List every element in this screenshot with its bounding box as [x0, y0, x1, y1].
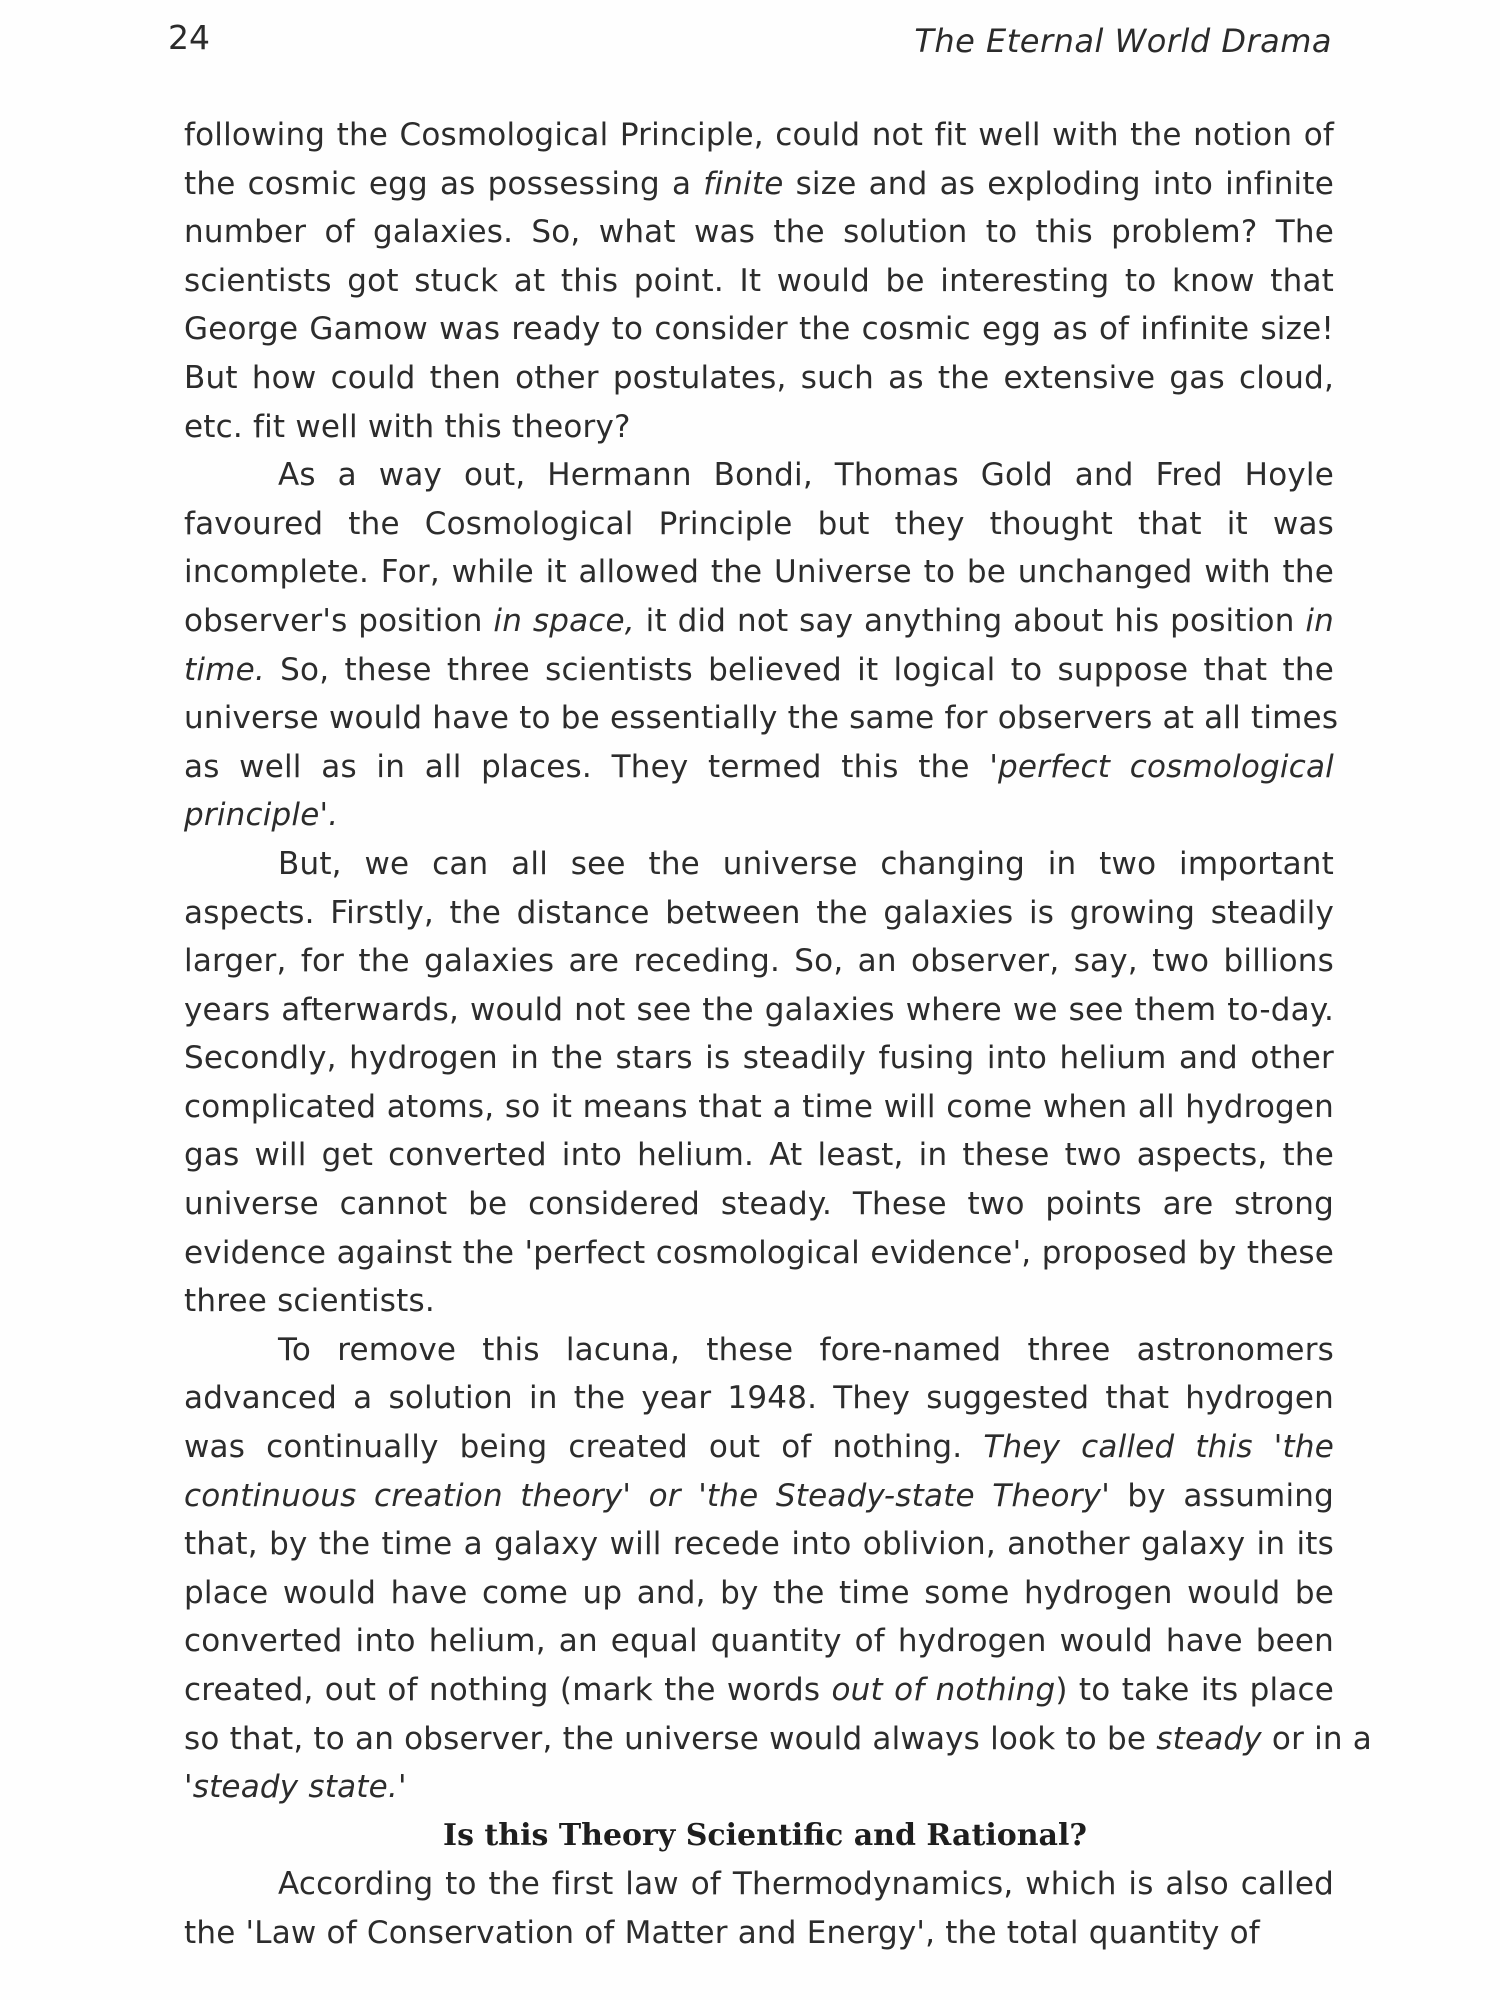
text-span: But, we can all see the universe changing in two important — [278, 845, 1334, 882]
text-line — [184, 1569, 1334, 1618]
text-span: or in a — [1261, 1720, 1372, 1757]
text-span: was continually being created out of nothing. — [184, 1429, 984, 1466]
text-span: advanced a solution in the year 1948. They suggested that hydrogen — [184, 1380, 1334, 1417]
text-line — [184, 743, 1334, 792]
text-span: George Gamow was ready to consider the cosmic egg as of infinite size! — [184, 311, 1334, 348]
text-span: favoured the Cosmological Principle but they thought that it was — [184, 505, 1334, 542]
paragraph — [184, 111, 1334, 451]
text-span: complicated atoms, so it means that a time will come when all hydrogen — [184, 1088, 1334, 1125]
text-line — [184, 889, 1334, 938]
text-span: aspects. Firstly, the distance between the galaxies is growing steadily — [184, 894, 1334, 931]
text-span: gas will get converted into helium. At least, in these two aspects, the — [184, 1137, 1334, 1174]
text-span: etc. fit well with this theory? — [184, 408, 631, 445]
text-span: But how could then other postulates, such as the extensive gas cloud, — [184, 359, 1334, 396]
italic-text: They called this 'the — [983, 1429, 1334, 1466]
italic-text: continuous creation theory' or 'the Steady-state Theory' — [184, 1477, 1110, 1514]
page-body — [184, 111, 1372, 1958]
italic-text: time. — [184, 651, 265, 688]
text-span: place would have come up and, by the time some hydrogen would be — [184, 1574, 1334, 1611]
text-span: number of galaxies. So, what was the solution to this problem? The — [184, 214, 1334, 251]
paragraph — [184, 840, 1334, 1326]
text-line — [184, 403, 1334, 452]
text-line — [184, 1083, 1334, 1132]
text-span: converted into helium, an equal quantity of hydrogen would have been — [184, 1623, 1334, 1660]
text-span: incomplete. For, while it allowed the Universe to be unchanged with the — [184, 554, 1334, 591]
text-line — [184, 500, 1334, 549]
text-line — [184, 646, 1334, 695]
text-span: created, out of nothing (mark the words — [184, 1672, 832, 1708]
text-line — [184, 1763, 1334, 1812]
text-span: that, by the time a galaxy will recede into oblivion, another galaxy in its — [184, 1526, 1334, 1563]
text-span: Secondly, hydrogen in the stars is steadily fusing into helium and other — [184, 1040, 1334, 1077]
text-line — [184, 305, 1334, 354]
italic-text: in — [1305, 602, 1335, 639]
text-span: According to the first law of Thermodynamics, which is also called — [278, 1866, 1334, 1903]
text-line — [184, 354, 1334, 403]
text-span: universe would have to be essentially the same for observers at all times — [184, 700, 1339, 737]
text-line — [184, 1277, 1334, 1326]
text-span: evidence against the 'perfect cosmological evidence', proposed by these — [184, 1234, 1334, 1271]
text-span: So, these three scientists believed it logical to suppose that the — [264, 651, 1334, 688]
text-span: the 'Law of Conservation of Matter and Energy', the total quantity of — [184, 1914, 1260, 1951]
text-line — [184, 451, 1334, 500]
text-line — [184, 111, 1334, 160]
text-line — [184, 1666, 1334, 1715]
text-line — [184, 1715, 1372, 1764]
text-line — [184, 1326, 1334, 1375]
final-paragraph — [184, 1860, 1334, 1957]
text-line — [184, 208, 1334, 257]
text-span: so that, to an observer, the universe would always look to be — [184, 1720, 1157, 1757]
italic-text: 'steady state.' — [184, 1769, 407, 1806]
paragraph — [184, 1860, 1334, 1957]
italic-text: finite — [703, 165, 784, 202]
text-span: size and as exploding into infinite — [783, 165, 1334, 202]
text-span: universe cannot be considered steady. These two points are strong — [184, 1186, 1334, 1223]
text-line — [184, 840, 1334, 889]
italic-text: 'perfect cosmological — [989, 748, 1334, 785]
italic-text: principle'. — [184, 797, 339, 834]
page-number: 24 — [168, 18, 210, 57]
section-heading: Is this Theory Scientific and Rational? — [443, 1817, 1087, 1853]
text-line — [184, 1034, 1334, 1083]
text-line — [184, 1472, 1334, 1521]
text-line — [184, 1180, 1334, 1229]
text-line — [184, 937, 1334, 986]
text-line — [184, 1131, 1334, 1180]
text-line — [184, 160, 1334, 209]
text-line — [184, 791, 1334, 840]
text-line — [184, 548, 1334, 597]
paragraph — [184, 451, 1339, 840]
text-line — [184, 1423, 1334, 1472]
running-title: The Eternal World Drama — [914, 22, 1332, 60]
text-line — [184, 986, 1334, 1035]
text-line — [184, 1229, 1334, 1278]
text-span: observer's position — [184, 602, 494, 639]
text-line — [184, 257, 1334, 306]
text-span: To remove this lacuna, these fore-named three astronomers — [278, 1331, 1334, 1368]
paragraphs — [184, 111, 1372, 1812]
text-span: by assuming — [1109, 1477, 1334, 1514]
text-line — [184, 1374, 1334, 1423]
text-span: ) to take its place — [1055, 1672, 1334, 1708]
text-line — [184, 1909, 1334, 1958]
text-line — [184, 1520, 1334, 1569]
italic-text: out of nothing — [831, 1672, 1056, 1708]
italic-text: in space, — [493, 602, 635, 639]
text-span: the cosmic egg as possessing a — [184, 165, 704, 202]
text-line — [184, 1860, 1334, 1909]
italic-text: steady — [1156, 1720, 1262, 1757]
text-span: it did not say anything about his position — [634, 602, 1306, 639]
text-span: larger, for the galaxies are receding. So, an observer, say, two billions — [184, 943, 1334, 980]
paragraph — [184, 1326, 1372, 1812]
text-span: three scientists. — [184, 1283, 435, 1320]
text-span: scientists got stuck at this point. It would be interesting to know that — [184, 262, 1334, 299]
text-span: following the Cosmological Principle, could not fit well with the notion of — [184, 117, 1334, 153]
text-line — [184, 694, 1339, 743]
text-span: As a way out, Hermann Bondi, Thomas Gold and Fred Hoyle — [278, 457, 1334, 494]
text-line — [184, 1617, 1334, 1666]
text-span: years afterwards, would not see the galaxies where we see them to-day. — [184, 991, 1334, 1028]
text-line — [184, 597, 1334, 646]
text-span: as well as in all places. They termed this the — [184, 748, 990, 785]
